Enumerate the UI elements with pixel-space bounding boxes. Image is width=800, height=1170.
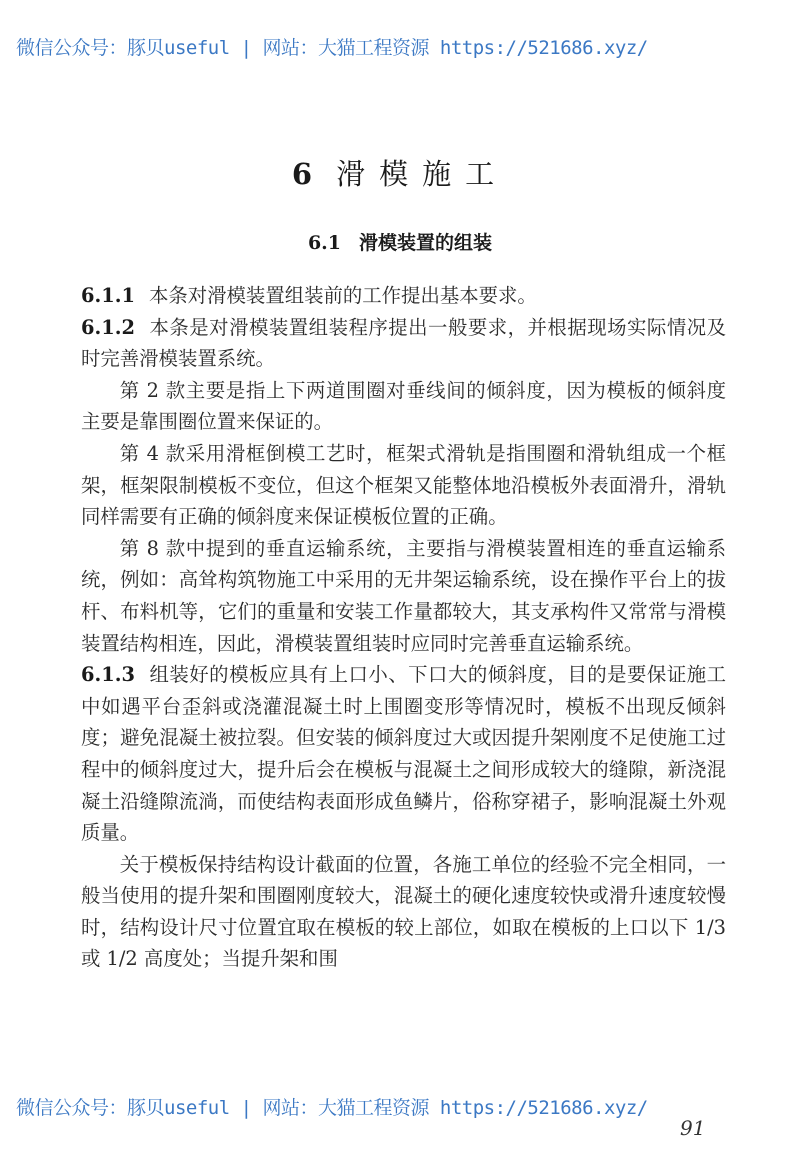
paragraph-text: 组装好的模板应具有上口小、下口大的倾斜度，目的是要保证施工中如遇平台歪斜或浇灌混凝土时上围圈变形等情况时，模板不出现反倾斜度；避免混凝土被拉裂。但安装的倾斜度过大或因提升架刚度不足使施工过程中的倾斜度过大，提升后会在模板与混凝土之间形成较大的缝隙，新浇混凝土沿缝隙流淌，而使结构表面形成鱼鳞片，俗称穿裙子，影响混凝土外观质量。: [81, 663, 726, 845]
watermark-bottom: 微信公众号：豚贝useful | 网站：大猫工程资源 https://521686.xyz/: [16, 1097, 648, 1119]
paragraph-text: 关于模板保持结构设计截面的位置，各施工单位的经验不完全相同，一般当使用的提升架和围圈刚度较大，混凝土的硬化速度较快或滑升速度较慢时，结构设计尺寸位置宜取在模板的较上部位，如取在模板的上口以下 1/3 或 1/2 高度处；当提升架和围: [81, 852, 726, 971]
clause-6-1-1: [81, 280, 726, 312]
paragraph-text: 本条对滑模装置组装前的工作提出基本要求。: [148, 284, 537, 307]
clause-6-1-3: [81, 659, 726, 849]
clause-number: 6.1.3: [81, 663, 135, 687]
paragraph-item-8: [81, 533, 726, 659]
chapter-name: 滑模施工: [336, 157, 509, 191]
paragraph-text: 第 2 款主要是指上下两道围圈对垂线间的倾斜度，因为模板的倾斜度主要是靠围圈位置来保证的。: [81, 378, 726, 434]
paragraph-item-4: [81, 438, 726, 533]
paragraph-item-2: [81, 375, 726, 438]
paragraph-text: 第 4 款采用滑框倒模工艺时，框架式滑轨是指围圈和滑轨组成一个框架，框架限制模板不变位，但这个框架又能整体地沿模板外表面滑升，滑轨同样需要有正确的倾斜度来保证模板位置的正确。: [81, 441, 726, 529]
section-number: 6.1: [307, 232, 342, 254]
clause-6-1-2: [81, 312, 726, 375]
chapter-title: [0, 152, 800, 193]
section-title: [0, 228, 800, 255]
chapter-number: 6: [291, 157, 315, 191]
watermark-top: 微信公众号：豚贝useful | 网站：大猫工程资源 https://521686.xyz/: [16, 37, 648, 59]
clause-number: 6.1.1: [81, 284, 135, 307]
body-text: [81, 280, 726, 975]
paragraph-text: 本条是对滑模装置组装程序提出一般要求，并根据现场实际情况及时完善滑模装置系统。: [81, 315, 726, 371]
clause-number: 6.1.2: [81, 315, 135, 339]
section-name: 滑模装置的组装: [359, 232, 493, 254]
page-number: 91: [680, 1116, 706, 1140]
paragraph-text: 第 8 款中提到的垂直运输系统，主要指与滑模装置相连的垂直运输系统，例如：高耸构筑物施工中采用的无井架运输系统，设在操作平台上的拔杆、布料机等，它们的重量和安装工作量都较大，其支承构件又常常与滑模装置结构相连，因此，滑模装置组装时应同时完善垂直运输系统。: [81, 536, 726, 655]
paragraph-template-position: [81, 849, 726, 975]
